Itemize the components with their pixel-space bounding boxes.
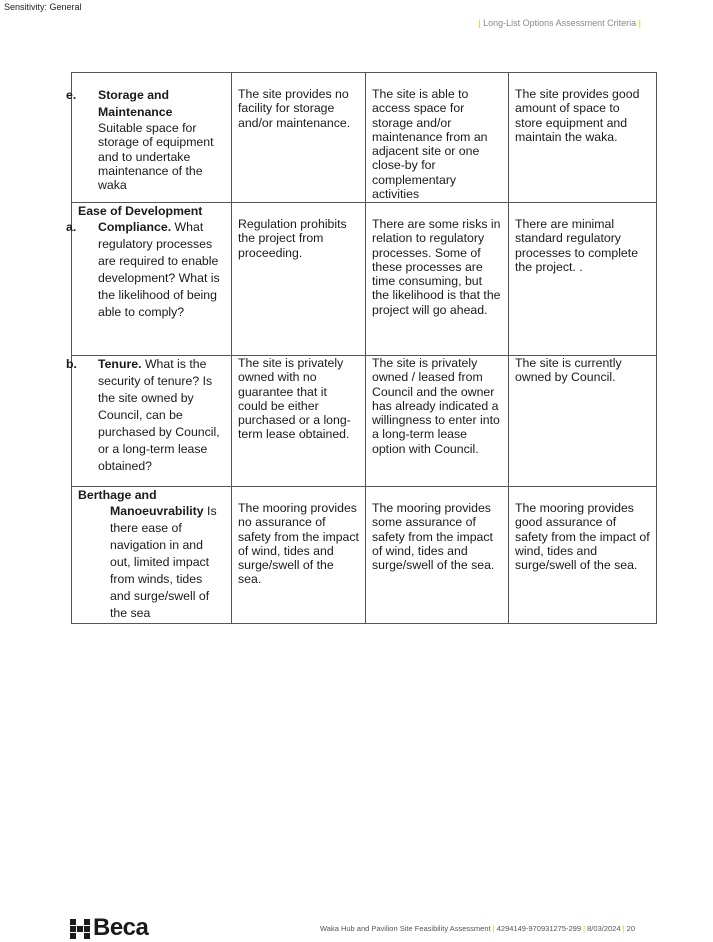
rating-medium-cell: The mooring provides some assurance of safety from the impact of wind, tides and surge/swell of the sea. [366,487,509,624]
document-reference: 4294149-970931275-299 [496,924,581,933]
criterion-description: Suitable space for storage of equipment and to undertake maintenance of the waka [98,121,214,193]
separator: | [622,924,627,933]
rating-high-cell: The site is currently owned by Council. [509,356,657,487]
rating-low-cell: The mooring provides no assurance of safety from the impact of wind, tides and surge/swell of the sea. [232,487,366,624]
sensitivity-label: Sensitivity: General [4,2,82,12]
separator: | [583,924,588,933]
rating-medium-cell: There are some risks in relation to regulatory processes. Some of these processes are time consuming, but the likelihood is that the project will go ahead. [366,203,509,356]
footer-info [320,924,635,933]
criterion-cell [72,487,232,624]
beca-logo-icon [70,919,90,937]
accent-bar: | [636,18,641,28]
page-number: 20 [626,924,635,933]
table-row [72,487,657,624]
section-title: Long-List Options Assessment Criteria [483,18,637,28]
rating-medium-cell: The site is privately owned / leased from Council and the owner has already indicated a willingness to enter into a long-term lease option with Council. [366,356,509,487]
category-heading: Berthage and [78,488,157,502]
table-row [72,73,657,203]
accent-bar: | [478,18,484,28]
document-title: Waka Hub and Pavilion Site Feasibility Assessment [319,924,491,933]
criterion-description: What is the security of tenure? Is the site owned by Council, can be purchased by Council, or a long-term lease obtained? [98,357,220,473]
company-logo [70,916,148,940]
rating-low-cell: The site is privately owned with no guarantee that it could be either purchased or a long-term lease obtained. [232,356,366,487]
criterion-cell [66,203,232,356]
document-date: 8/03/2024 [587,924,621,933]
criteria-table [66,72,657,624]
rating-high-cell: The site provides good amount of space to store equipment and maintain the waka. [509,73,657,203]
table-row [72,203,657,356]
category-heading: Ease of Development [78,204,203,218]
criterion-description: Is there ease of navigation in and out, limited impact from winds, tides and surge/swell of the sea [110,504,217,620]
criterion-title: Manoeuvrability [110,504,204,518]
logo-text: Beca [93,914,149,941]
criterion-title: Storage and Maintenance [98,88,173,119]
criterion-cell [66,356,232,487]
criterion-title: Tenure. [98,357,142,371]
criterion-title: Compliance. [98,220,172,234]
section-header [478,18,641,28]
criterion-letter: b. [66,357,77,371]
rating-high-cell: The mooring provides good assurance of safety from the impact of wind, tides and surge/swell of the sea. [509,487,657,624]
criterion-description: What regulatory processes are required to enable development? What is the likelihood of being able to comply? [98,220,220,319]
criterion-letter: e. [66,88,77,102]
rating-low-cell: Regulation prohibits the project from proceeding. [232,203,366,356]
rating-low-cell: The site provides no facility for storage and/or maintenance. [232,73,366,203]
rating-medium-cell: The site is able to access space for storage and/or maintenance from an adjacent site or one close-by for complementary activities [366,73,509,203]
separator: | [492,924,497,933]
rating-high-cell: There are minimal standard regulatory processes to complete the project. . [509,203,657,356]
table-row [72,356,657,487]
criterion-cell [66,73,232,203]
criterion-letter: a. [66,220,77,234]
